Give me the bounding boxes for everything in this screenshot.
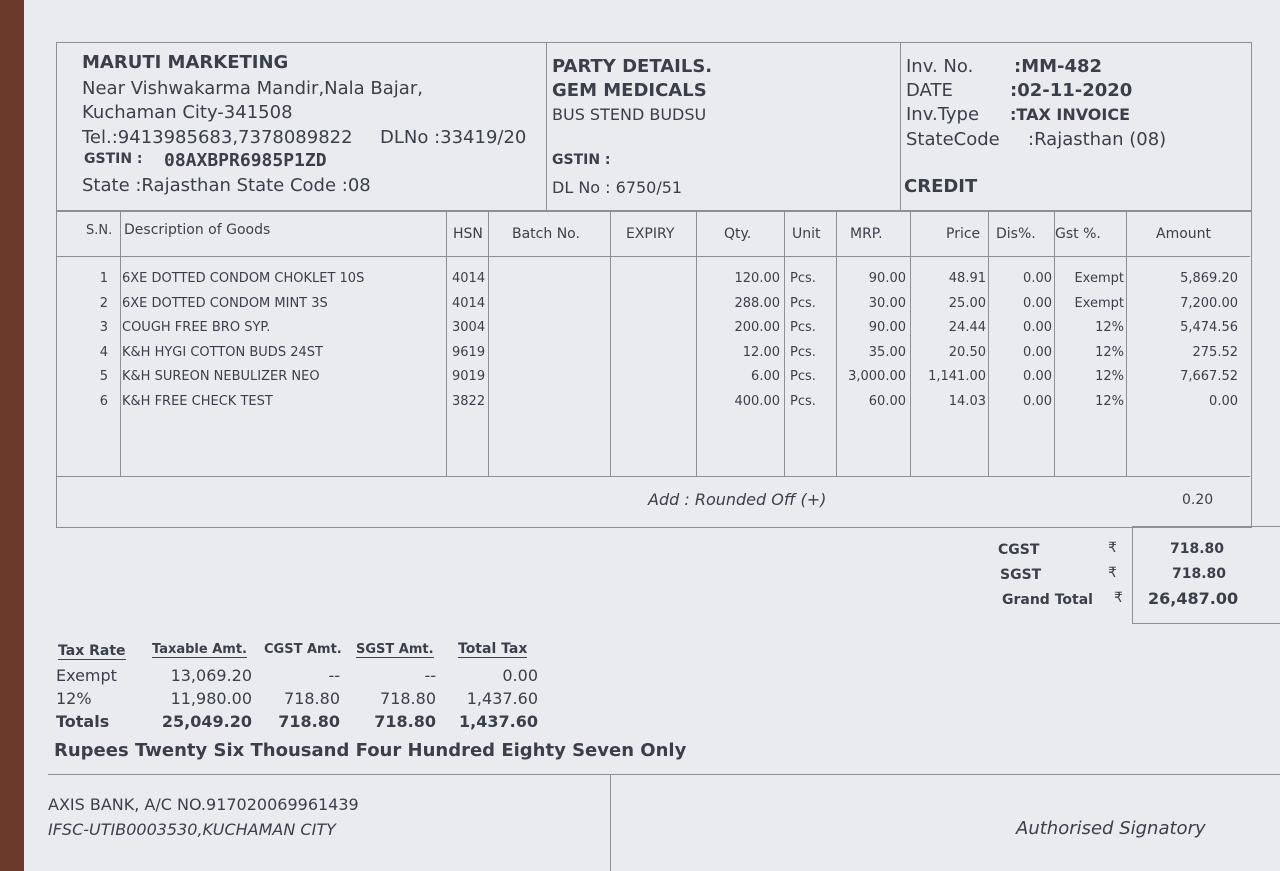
item-price: 25.00 — [948, 295, 986, 311]
item-unit: Pcs. — [790, 369, 816, 384]
item-description: K&H HYGI COTTON BUDS 24ST — [122, 344, 323, 360]
col-header-batch: Batch No. — [512, 226, 580, 242]
item-sn: 5 — [99, 369, 108, 384]
item-gst: 12% — [1095, 320, 1124, 335]
item-price: 14.03 — [948, 393, 986, 409]
item-qty: 200.00 — [734, 320, 780, 335]
grand-total-value: 26,487.00 — [1148, 589, 1239, 608]
item-mrp: 30.00 — [868, 295, 906, 311]
seller-state: State :Rajasthan State Code :08 — [82, 175, 371, 196]
item-sn: 6 — [99, 393, 108, 409]
item-hsn: 9019 — [452, 369, 486, 384]
seller-dl-number: DLNo :33419/20 — [380, 127, 527, 148]
tax-rate: Exempt — [56, 666, 117, 685]
item-price: 20.50 — [948, 344, 986, 360]
item-sn: 2 — [99, 295, 108, 311]
tax-sgst-amt: 718.80 — [380, 689, 436, 708]
item-hsn: 4014 — [452, 271, 486, 286]
tax-total: 1,437.60 — [459, 712, 538, 731]
grand-total-label: Grand Total — [1002, 592, 1093, 608]
item-amount: 5,869.20 — [1180, 271, 1238, 286]
authorised-signatory: Authorised Signatory — [1016, 818, 1206, 839]
tax-cgst-amt: 718.80 — [278, 712, 340, 731]
item-sn: 1 — [99, 271, 108, 286]
item-discount: 0.00 — [1023, 271, 1052, 286]
item-qty: 400.00 — [734, 393, 780, 409]
item-description: K&H FREE CHECK TEST — [122, 393, 273, 409]
party-dl-number: DL No : 6750/51 — [552, 178, 683, 197]
sgst-label: SGST — [1000, 567, 1042, 583]
amount-in-words: Rupees Twenty Six Thousand Four Hundred Eighty Seven Only — [54, 740, 687, 761]
item-hsn: 3822 — [452, 393, 486, 409]
rounding-label: Add : Rounded Off (+) — [648, 490, 827, 509]
sgst-currency: ₹ — [1108, 565, 1117, 581]
party-heading: PARTY DETAILS. — [552, 56, 713, 77]
party-gstin-label: GSTIN : — [552, 152, 611, 168]
col-header-mrp: MRP. — [850, 226, 883, 242]
item-discount: 0.00 — [1023, 295, 1052, 311]
item-price: 1,141.00 — [928, 369, 986, 384]
item-gst: 12% — [1095, 393, 1124, 409]
seller-address-line2: Kuchaman City-341508 — [82, 102, 293, 123]
total-tax-header: Total Tax — [458, 641, 528, 657]
item-hsn: 3004 — [452, 320, 486, 335]
col-header-price: Price — [946, 226, 981, 242]
sgst-amt-header: SGST Amt. — [356, 642, 434, 657]
item-description: 6XE DOTTED CONDOM CHOKLET 10S — [122, 271, 365, 286]
item-sn: 3 — [99, 320, 108, 335]
tax-cgst-amt: 718.80 — [284, 689, 340, 708]
item-gst: 12% — [1095, 344, 1124, 360]
item-mrp: 3,000.00 — [848, 369, 906, 384]
item-unit: Pcs. — [790, 344, 816, 360]
item-qty: 6.00 — [751, 369, 780, 384]
seller-gstin-label: GSTIN : — [84, 151, 143, 167]
invoice-paper — [24, 0, 1280, 871]
item-unit: Pcs. — [790, 320, 816, 335]
item-amount: 275.52 — [1192, 344, 1238, 360]
invoice-type: :TAX INVOICE — [1010, 105, 1131, 124]
tax-rate: Totals — [56, 712, 110, 731]
seller-gstin: 08AXBPR6985P1ZD — [164, 150, 327, 171]
sgst-value: 718.80 — [1172, 566, 1227, 582]
item-discount: 0.00 — [1023, 344, 1052, 360]
cgst-value: 718.80 — [1170, 541, 1225, 557]
tax-total: 0.00 — [502, 666, 538, 685]
seller-name: MARUTI MARKETING — [82, 52, 289, 73]
item-amount: 7,200.00 — [1180, 295, 1238, 311]
state-code: :Rajasthan (08) — [1028, 129, 1167, 150]
invoice-date: :02-11-2020 — [1010, 80, 1133, 101]
col-header-amount: Amount — [1156, 226, 1212, 242]
item-discount: 0.00 — [1023, 320, 1052, 335]
item-description: K&H SUREON NEBULIZER NEO — [122, 369, 320, 384]
item-hsn: 9619 — [452, 344, 486, 360]
seller-telephone: Tel.:9413985683,7378089822 — [82, 127, 353, 148]
state-code-label: StateCode — [906, 129, 1000, 150]
tax-sgst-amt: 718.80 — [374, 712, 436, 731]
tax-rate-header: Tax Rate — [58, 643, 126, 659]
item-discount: 0.00 — [1023, 369, 1052, 384]
item-unit: Pcs. — [790, 393, 816, 409]
tax-total: 1,437.60 — [466, 689, 538, 708]
col-header-expiry: EXPIRY — [626, 226, 675, 242]
item-description: COUGH FREE BRO SYP. — [122, 320, 271, 335]
invoice-type-label: Inv.Type — [906, 104, 980, 125]
item-discount: 0.00 — [1023, 393, 1052, 409]
item-qty: 288.00 — [734, 295, 780, 311]
party-address: BUS STEND BUDSU — [552, 105, 707, 124]
bank-account: AXIS BANK, A/C NO.917020069961439 — [48, 795, 359, 814]
item-gst: Exempt — [1074, 295, 1124, 311]
col-header-hsn: HSN — [453, 226, 483, 242]
item-hsn: 4014 — [452, 295, 486, 311]
col-header-unit: Unit — [792, 226, 821, 242]
invoice-number: :MM-482 — [1014, 56, 1103, 77]
invoice-date-label: DATE — [906, 80, 953, 101]
bank-ifsc: IFSC-UTIB0003530,KUCHAMAN CITY — [48, 820, 336, 839]
cgst-currency: ₹ — [1108, 540, 1117, 556]
item-amount: 0.00 — [1209, 393, 1238, 409]
col-header-discount: Dis%. — [996, 226, 1036, 242]
item-mrp: 90.00 — [868, 271, 906, 286]
item-gst: Exempt — [1074, 271, 1124, 286]
item-unit: Pcs. — [790, 295, 816, 311]
item-mrp: 90.00 — [868, 320, 906, 335]
item-price: 48.91 — [948, 271, 986, 286]
cgst-label: CGST — [998, 542, 1040, 558]
payment-mode: CREDIT — [904, 176, 978, 197]
invoice-number-label: Inv. No. — [906, 56, 974, 77]
item-gst: 12% — [1095, 369, 1124, 384]
rounding-value: 0.20 — [1182, 492, 1214, 508]
item-sn: 4 — [99, 344, 108, 360]
col-header-qty: Qty. — [724, 226, 752, 242]
item-description: 6XE DOTTED CONDOM MINT 3S — [122, 295, 328, 311]
taxable-amt-header: Taxable Amt. — [152, 642, 247, 657]
party-name: GEM MEDICALS — [552, 80, 707, 101]
cgst-amt-header: CGST Amt. — [264, 642, 342, 657]
tax-rate: 12% — [56, 689, 92, 708]
item-amount: 5,474.56 — [1180, 320, 1238, 335]
grand-total-currency: ₹ — [1114, 590, 1123, 606]
tax-taxable-amt: 11,980.00 — [170, 689, 252, 708]
item-amount: 7,667.52 — [1180, 369, 1238, 384]
tax-cgst-amt: -- — [328, 666, 340, 685]
col-header-sn: S.N. — [86, 223, 113, 238]
item-qty: 12.00 — [742, 344, 780, 360]
tax-sgst-amt: -- — [424, 666, 436, 685]
item-price: 24.44 — [948, 320, 986, 335]
seller-address-line1: Near Vishwakarma Mandir,Nala Bajar, — [82, 78, 423, 99]
item-qty: 120.00 — [734, 271, 780, 286]
col-header-gst: Gst %. — [1055, 226, 1101, 242]
tax-taxable-amt: 13,069.20 — [170, 666, 252, 685]
item-mrp: 35.00 — [868, 344, 906, 360]
item-unit: Pcs. — [790, 271, 816, 286]
item-mrp: 60.00 — [868, 393, 906, 409]
col-header-description: Description of Goods — [124, 222, 271, 238]
tax-taxable-amt: 25,049.20 — [161, 712, 252, 731]
